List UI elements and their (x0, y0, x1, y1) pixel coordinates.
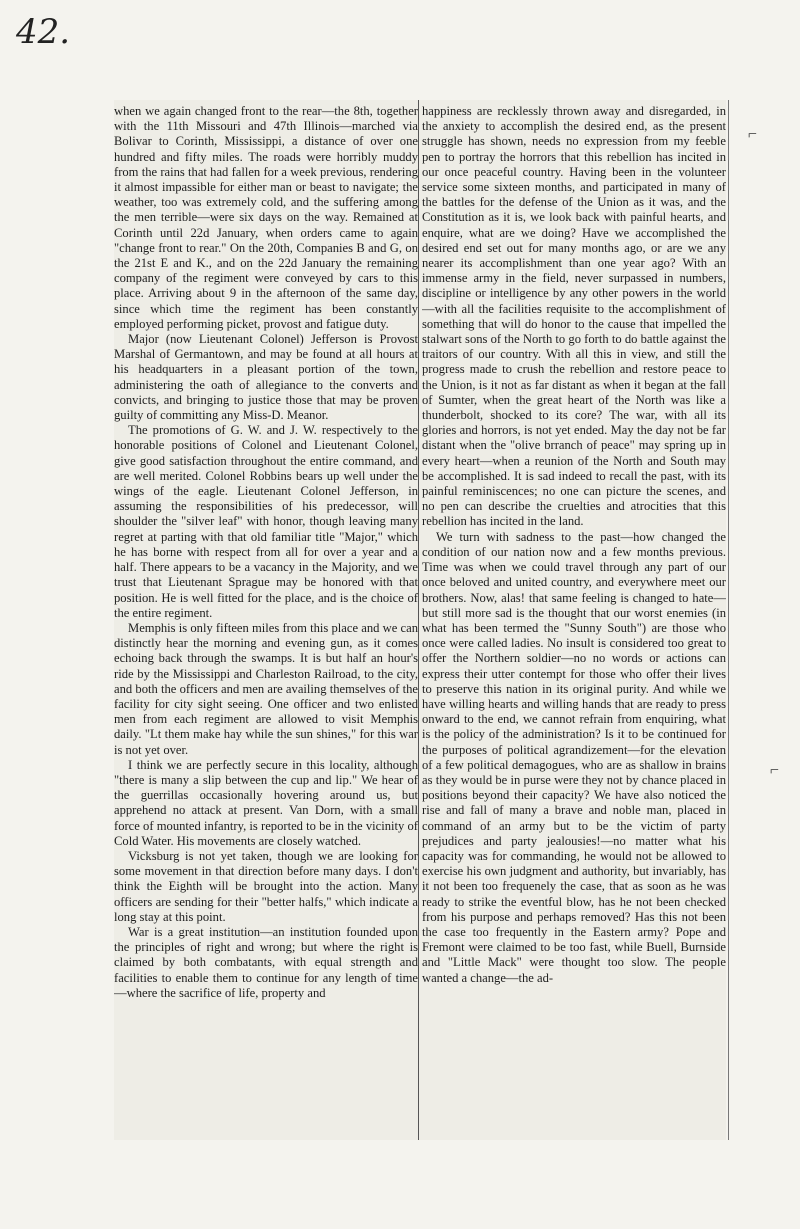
left-paragraph: Memphis is only fifteen miles from this place and we can distinctly hear the morning and evening gun, as it comes echoing back through the swamps. It is but half an hour's ride by the Mississippi and Charleston Railroad, to the city, and both the officers and men are availing themselves of the facility for city sight seeing. One officer and two enlisted men from each regiment are allowed to visit Memphis daily. "Lt them make hay while the sun shines," for this war is not yet over. (114, 620, 418, 757)
right-paragraph: happiness are recklessly thrown away and disregarded, in the anxiety to accomplish the desired end, as the present struggle has shown, needs no expression from my feeble pen to portray the horrors that this rebellion has incited in our once peaceful country. Having been in the volunteer service some sixteen months, and participated in many of the battles for the defense of the Union as it was, and the Constitution as it is, we look back with painful hearts, and enquire, what are we doing? Have we accomplished the desired end set out for many months ago, or are we any nearer its accomplishment than one year ago? With an immense army in the field, never surpassed in numbers, discipline or intelligence by any other powers in the world—with all the facilities requisite to the accomplishment of something that will do honor to the cause that impelled the stalwart sons of the North to go forth to do battle against the traitors of our country. With all this in view, and still the progress made to crush the rebellion and restore peace to the Union, is it not as far distant as when it began at the fall of Sumter, when the great heart of the North was like a thunderbolt, shocked to its core? The war, with all its glories and horrors, is not yet ended. May the day not be far distant when the "olive brranch of peace" may spring up in every heart—when a reunion of the North and South may be accomplished. It is sad indeed to recall the past, with its painful reminiscences; no one can picture the scenes, and no pen can describe the cruelties and atrocities that this rebellion has incited in the land. (422, 104, 726, 529)
left-column (114, 104, 418, 1138)
right-column (422, 104, 726, 1138)
left-paragraph: The promotions of G. W. and J. W. respectively to the honorable positions of Colonel and Lieutenant Colonel, give good satisfaction throughout the entire command, and are well merited. Colonel Robbins bears up well under the wings of the eagle. Lieutenant Colonel Jefferson, in assuming the responsibilities of his predecessor, will shoulder the "silver leaf" with honor, though leaving many regret at parting with that old familiar title "Major," which he has borne with respect from all for over a year and a half. There appears to be a vacancy in the Majority, and we trust that Lieutenant Sprague may be honored with that position. He is well fitted for the place, and is the choice of the entire regiment. (114, 423, 418, 620)
right-border-rule (728, 100, 729, 1140)
left-paragraph: when we again changed front to the rear—the 8th, together with the 11th Missouri and 47th Illinois—marched via Bolivar to Corinth, Mississippi, a distance of over one hundred and fifty miles. The roads were horribly muddy from the rains that had fallen for a week previous, rendering it almost impassible for either man or beast to navigate; the weather, too was extremely cold, and the suffering among the men terrible—were six days on the way. Remained at Corinth until 22d January, when orders came to again "change front to rear." On the 20th, Companies B and G, on the 21st E and K., and on the 22d January the remaining company of the regiment were conveyed by cars to this place. Arriving about 9 in the afternoon of the same day, since which time the regiment has been constantly employed performing picket, provost and fatigue duty. (114, 104, 418, 331)
left-paragraph: I think we are perfectly secure in this locality, although "there is many a slip between the cup and lip." We hear of the guerrillas occasionally hovering around us, but apprehend no attack at present. Van Dorn, with a small force of mounted infantry, is reported to be in the vicinity of Cold Water. His movements are closely watched. (114, 757, 418, 848)
page-number: 42. (16, 12, 71, 52)
edge-mark-icon: ⌐ (748, 126, 758, 143)
left-paragraph: Vicksburg is not yet taken, though we are looking for some movement in that direction before many days. I don't think the Eighth will be brought into the action. Many officers are sending for their "better halfs," which indicate a long stay at this point. (114, 848, 418, 924)
left-paragraph: War is a great institution—an institution founded upon the principles of right and wrong; but where the right is claimed by both combatants, with equal strength and facilities to enable them to continue for any length of time—where the sacrifice of life, property and (114, 924, 418, 1000)
right-paragraph: We turn with sadness to the past—how changed the condition of our nation now and a few months previous. Time was when we could travel through any part of our once beloved and united country, and everywhere meet our brothers. Now, alas! that same feeling is changed to hate—but still more sad is the thought that our worst enemies (in what has been termed the "Sunny South") are those who once were called ladies. No insult is considered too great to offer the Northern soldier—no no words or actions can express their utter contempt for those who offer their lives to preserve this nation in its original purity. And while we have willing hearts and willing hands that are ready to press onward to the end, we cannot refrain from enquiring, what is the policy of the administration? Is it to be continued for the purposes of political agrandizement—for the elevation of a few political demagogues, who are as shallow in brains as they would be in purse were they not by chance placed in positions beyond their capacity? We have also noticed the rise and fall of many a brave and noble man, placed in command of an army but to be the victim of party prejudices and party jealousies!—no matter what his capacity was for commanding, he would not be allowed to exercise his own judgment and authority, but invariably, has it not been too frequenely the case, that as soon as he was ready to strike the eventful blow, has he not been checked from his purpose and perhaps removed? Has this not been the case too frequently in the Eastern army? Pope and Fremont were claimed to be too fast, while Buell, Burnside and "Little Mack" were thought too slow. The people wanted a change—the ad- (422, 529, 726, 985)
edge-mark-icon: ⌐ (770, 762, 780, 779)
column-divider (418, 100, 419, 1140)
left-paragraph: Major (now Lieutenant Colonel) Jefferson is Provost Marshal of Germantown, and may be found at all hours at his headquarters in a pleasant portion of the town, administering the oath of allegiance to the converts and convicts, and bringing to justice those that may be proven guilty of committing any Miss-D. Meanor. (114, 332, 418, 423)
newspaper-clipping (114, 100, 726, 1140)
